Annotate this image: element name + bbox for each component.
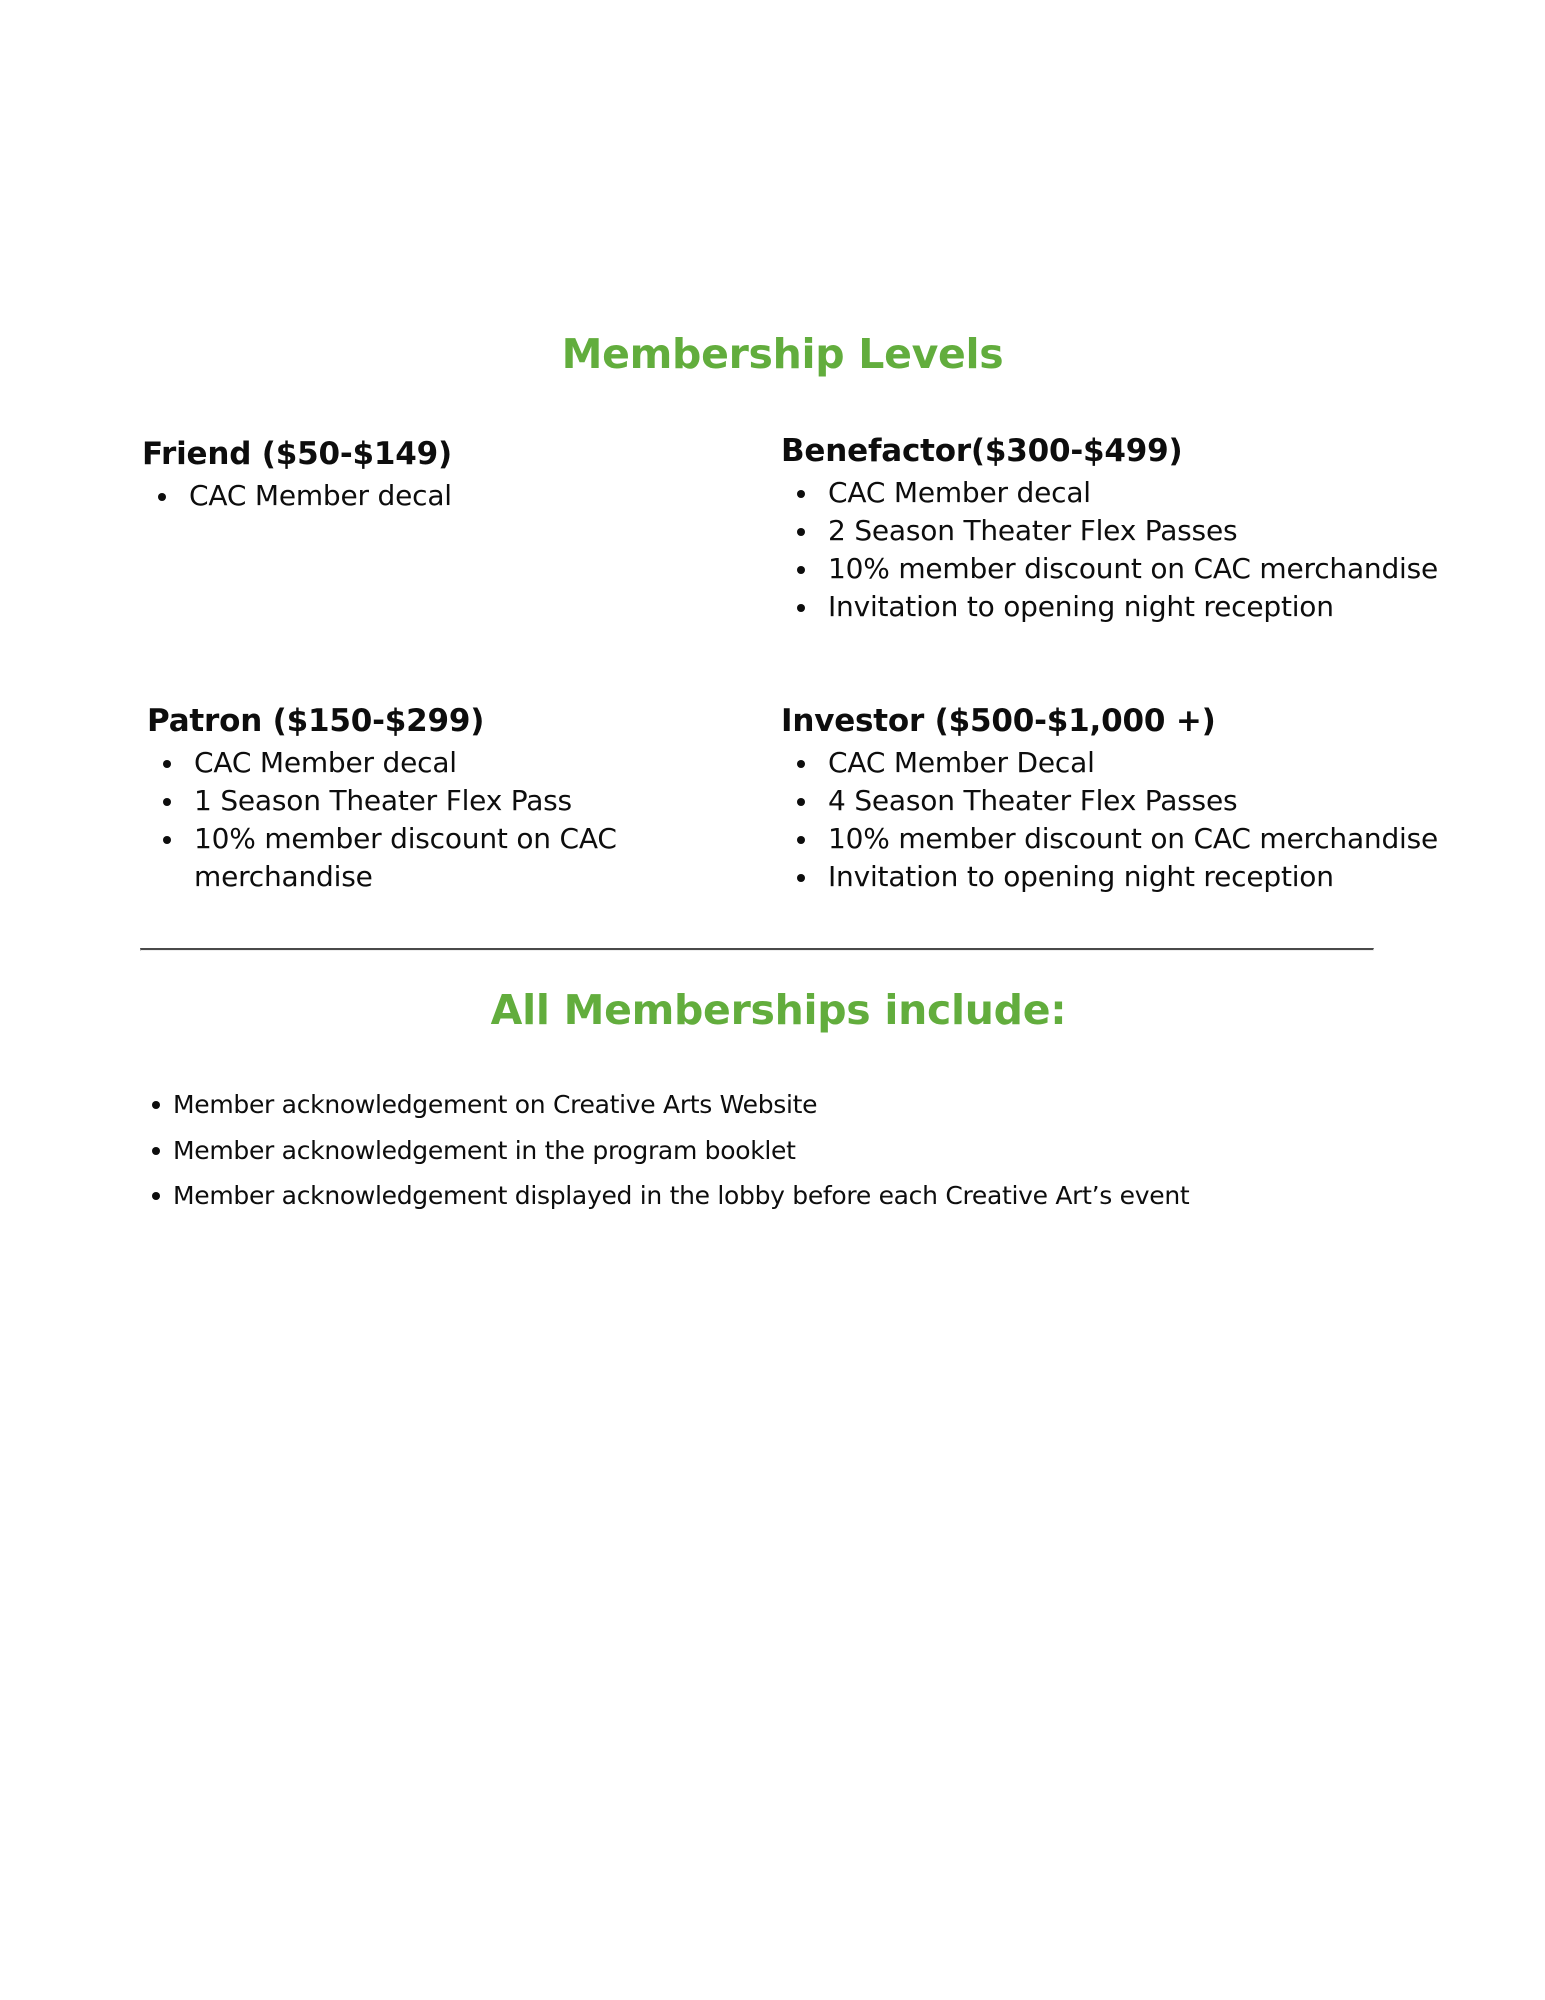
benefit-item: Invitation to opening night reception — [828, 858, 1501, 896]
benefit-item: 1 Season Theater Flex Pass — [194, 782, 667, 820]
benefit-item: 2 Season Theater Flex Passes — [828, 512, 1501, 550]
all-memberships-list — [173, 1082, 1189, 1219]
section-divider — [140, 948, 1374, 951]
tier-heading: Benefactor($300-$499) — [781, 433, 1183, 469]
benefit-item: CAC Member decal — [194, 744, 667, 782]
benefit-item: CAC Member Decal — [828, 744, 1501, 782]
include-item: Member acknowledgement in the program booklet — [173, 1128, 1189, 1174]
include-item: Member acknowledgement on Creative Arts Website — [173, 1082, 1189, 1128]
tier-heading: Patron ($150-$299) — [147, 703, 485, 739]
tier-patron — [147, 703, 667, 896]
include-item: Member acknowledgement displayed in the lobby before each Creative Art’s event — [173, 1173, 1189, 1219]
benefit-list — [781, 474, 1501, 626]
tier-benefactor — [781, 433, 1501, 626]
benefit-item: 10% member discount on CAC merchandise — [194, 820, 667, 896]
page-title: Membership Levels — [561, 330, 1004, 378]
tier-friend — [142, 436, 702, 515]
tier-heading: Friend ($50-$149) — [142, 436, 452, 472]
benefit-list — [781, 744, 1501, 896]
benefit-item: 4 Season Theater Flex Passes — [828, 782, 1501, 820]
benefit-item: Invitation to opening night reception — [828, 588, 1501, 626]
benefit-item: CAC Member decal — [828, 474, 1501, 512]
benefit-list — [147, 744, 667, 896]
benefit-item: CAC Member decal — [189, 477, 702, 515]
benefit-item: 10% member discount on CAC merchandise — [828, 820, 1501, 858]
benefit-item: 10% member discount on CAC merchandise — [828, 550, 1501, 588]
tier-investor — [781, 703, 1501, 896]
benefit-list — [142, 477, 702, 515]
all-memberships-title: All Memberships include: — [490, 986, 1067, 1034]
tier-heading: Investor ($500-$1,000 +) — [781, 703, 1216, 739]
